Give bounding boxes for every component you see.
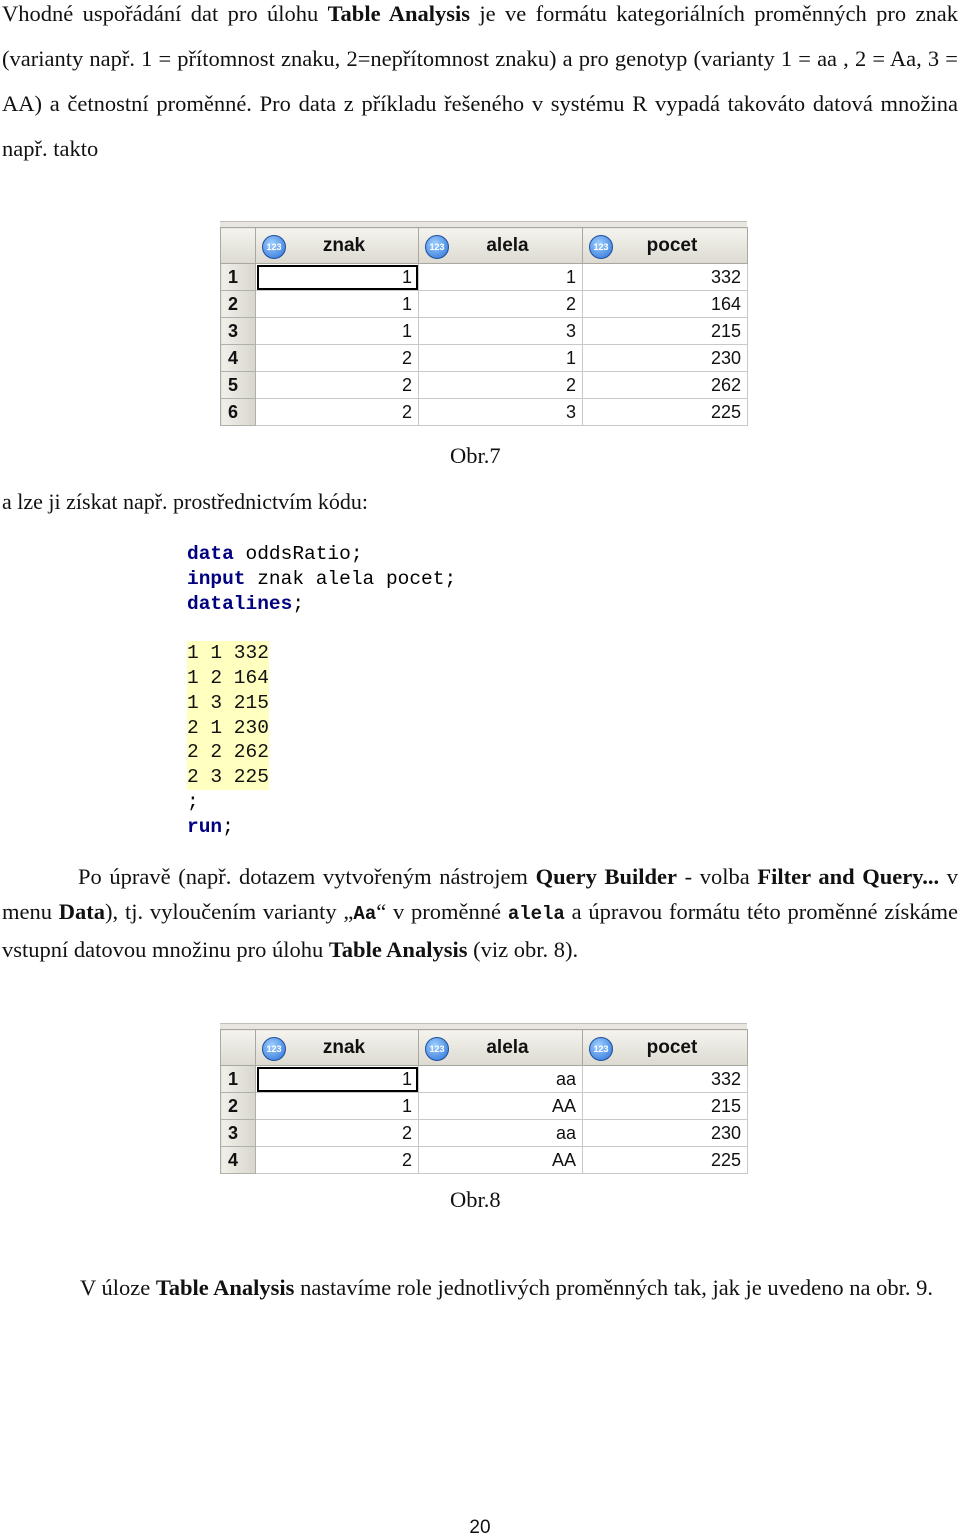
table-row[interactable] — [221, 291, 748, 318]
table-row[interactable] — [221, 1066, 748, 1093]
grid-cell[interactable]: 1 — [256, 264, 419, 291]
intro-text-1: Vhodné uspořádání dat pro úlohu — [2, 1, 328, 26]
numeric-column-icon: 123 — [425, 235, 449, 259]
grid-cell[interactable]: 262 — [583, 372, 748, 399]
grid-cell[interactable]: 2 — [419, 372, 583, 399]
row-number[interactable]: 2 — [221, 291, 256, 318]
grid-cell[interactable]: AA — [419, 1093, 583, 1120]
grid1-header-row — [221, 228, 748, 264]
table-row[interactable] — [221, 264, 748, 291]
table-row[interactable] — [221, 372, 748, 399]
grid-cell[interactable]: 1 — [419, 264, 583, 291]
grid-cell[interactable]: 332 — [583, 264, 748, 291]
table-row[interactable] — [221, 1147, 748, 1174]
grid-cell[interactable]: aa — [419, 1120, 583, 1147]
grid-cell[interactable]: 2 — [256, 372, 419, 399]
grid1-col-header-alela[interactable]: 123 alela — [419, 228, 583, 264]
code-line-input: input znak alela pocet; — [187, 567, 457, 590]
grid-cell[interactable]: 3 — [419, 399, 583, 426]
numeric-column-icon: 123 — [262, 1037, 286, 1061]
grid-cell[interactable]: 1 — [256, 1066, 419, 1093]
grid2-col-header-znak[interactable]: 123 znak — [256, 1030, 419, 1066]
grid-cell[interactable]: 215 — [583, 318, 748, 345]
grid-cell[interactable]: 3 — [419, 318, 583, 345]
data-grid-2 — [220, 1029, 748, 1174]
roles-paragraph: V úloze Table Analysis nastavíme role jednotlivých proměnných tak, jak je uvedeno na obr. 9. — [80, 1275, 934, 1300]
intro-bold-1: Table Analysis — [327, 1, 470, 26]
code-lead-text: a lze ji získat např. prostřednictvím kódu: — [2, 489, 368, 514]
grid-cell[interactable]: 230 — [583, 345, 748, 372]
data-line: 2 3 225 — [187, 766, 269, 789]
numeric-column-icon: 123 — [425, 1037, 449, 1061]
table-row[interactable] — [221, 1093, 748, 1120]
row-number[interactable]: 1 — [221, 264, 256, 291]
row-number[interactable]: 5 — [221, 372, 256, 399]
row-number[interactable]: 3 — [221, 318, 256, 345]
grid2-col-header-pocet[interactable]: 123 pocet — [583, 1030, 748, 1066]
data-line: 2 2 262 — [187, 741, 269, 764]
grid2-corner-cell — [221, 1030, 256, 1066]
grid-cell[interactable]: 2 — [256, 345, 419, 372]
grid-cell[interactable]: 230 — [583, 1120, 748, 1147]
sas-code-block — [187, 542, 456, 840]
row-number[interactable]: 1 — [221, 1066, 256, 1093]
grid-cell[interactable]: AA — [419, 1147, 583, 1174]
data-line: 1 3 215 — [187, 691, 269, 714]
figure-caption-8: Obr.8 — [450, 1187, 501, 1212]
grid-cell[interactable]: 2 — [419, 291, 583, 318]
intro-paragraph — [2, 0, 958, 171]
code-line-datalines: datalines; — [187, 592, 305, 615]
grid1-corner-cell — [221, 228, 256, 264]
grid-cell[interactable]: 2 — [256, 399, 419, 426]
row-number[interactable]: 3 — [221, 1120, 256, 1147]
grid1-col-header-pocet[interactable]: 123 pocet — [583, 228, 748, 264]
grid-cell[interactable]: 1 — [256, 1093, 419, 1120]
table-row[interactable] — [221, 345, 748, 372]
numeric-column-icon: 123 — [589, 1037, 613, 1061]
numeric-column-icon: 123 — [589, 235, 613, 259]
grid-cell[interactable]: 215 — [583, 1093, 748, 1120]
grid-cell[interactable]: 1 — [256, 318, 419, 345]
row-number[interactable]: 2 — [221, 1093, 256, 1120]
grid-cell[interactable]: 1 — [256, 291, 419, 318]
grid-cell[interactable]: 225 — [583, 399, 748, 426]
grid1-col-header-znak[interactable]: 123 znak — [256, 228, 419, 264]
grid-cell[interactable]: 1 — [419, 345, 583, 372]
data-line: 1 2 164 — [187, 666, 269, 689]
data-line: 1 1 332 — [187, 642, 269, 665]
grid-cell[interactable]: 225 — [583, 1147, 748, 1174]
numeric-column-icon: 123 — [262, 235, 286, 259]
intro-text-2: je ve formátu kategoriálních proměnných pro znak (varianty např. 1 = přítomnost znaku, 2=nepřítomnost znaku) a pro genotyp (varianty 1 = aa , 2 = Aa, 3 = AA) a četnostní proměnné. Pro data z příkladu řešeného v systému R vypadá takováto datová množina např. takto — [2, 1, 958, 161]
table-row[interactable] — [221, 1120, 748, 1147]
data-grid-1 — [220, 227, 748, 426]
code-line-run: run; — [187, 815, 234, 838]
row-number[interactable]: 6 — [221, 399, 256, 426]
figure-caption-7: Obr.7 — [450, 443, 501, 468]
grid2-header-row — [221, 1030, 748, 1066]
code-line-data: data oddsRatio; — [187, 543, 363, 565]
row-number[interactable]: 4 — [221, 1147, 256, 1174]
page-number: 20 — [469, 1517, 491, 1538]
grid2-col-header-alela[interactable]: 123 alela — [419, 1030, 583, 1066]
code-line-semicolon: ; — [187, 790, 199, 813]
grid-cell[interactable]: aa — [419, 1066, 583, 1093]
query-builder-paragraph: Po úpravě (např. dotazem vytvořeným nástrojem Query Builder - volba Filter and Query... v menu Data), tj. vyloučením varianty „Aa“ v proměnné alela a úpravou formátu této proměnné získáme vstupní datovou množinu pro úlohu Table Analysis (viz obr. 8). — [2, 864, 958, 962]
grid-cell[interactable]: 332 — [583, 1066, 748, 1093]
grid-cell[interactable]: 2 — [256, 1147, 419, 1174]
data-line: 2 1 230 — [187, 716, 269, 739]
row-number[interactable]: 4 — [221, 345, 256, 372]
grid-cell[interactable]: 2 — [256, 1120, 419, 1147]
grid-cell[interactable]: 164 — [583, 291, 748, 318]
table-row[interactable] — [221, 399, 748, 426]
table-row[interactable] — [221, 318, 748, 345]
